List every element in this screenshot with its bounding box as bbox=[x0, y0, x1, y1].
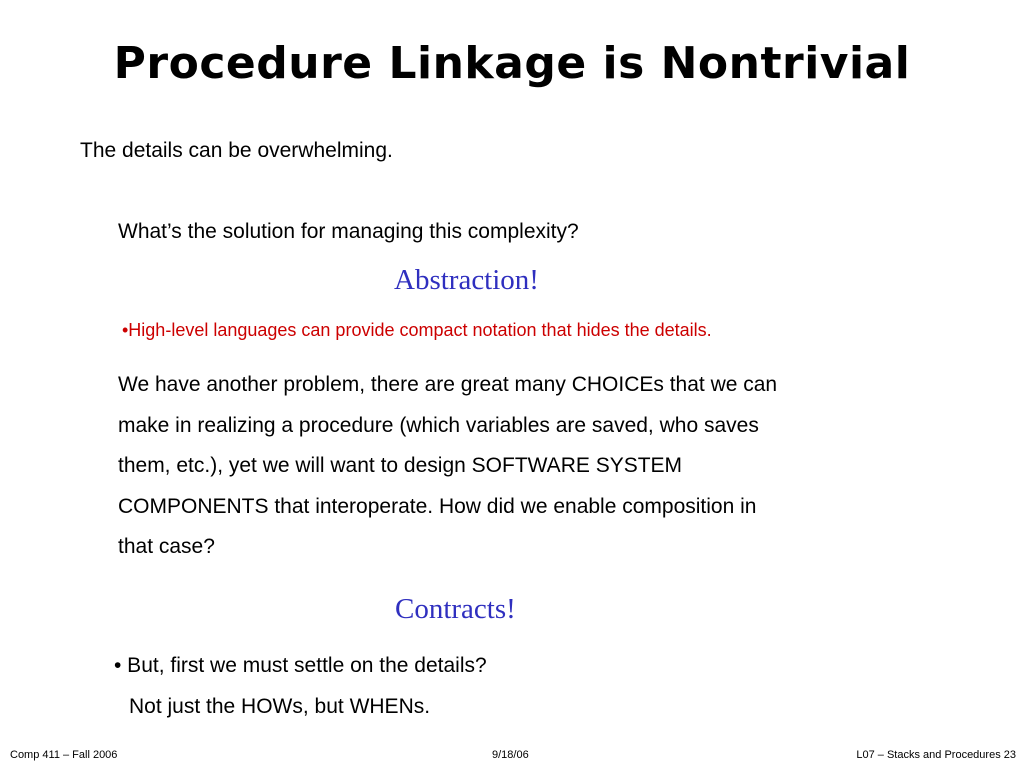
footer-lecture: L07 – Stacks and Procedures 23 bbox=[856, 749, 1016, 761]
question-text: What’s the solution for managing this complexity? bbox=[118, 220, 579, 243]
abstraction-answer: Abstraction! bbox=[394, 264, 539, 296]
paragraph-line-1: We have another problem, there are great many CHOICEs that we can bbox=[118, 373, 778, 396]
paragraph-line-3: them, etc.), yet we will want to design SOFTWARE SYSTEM bbox=[118, 454, 683, 477]
intro-text: The details can be overwhelming. bbox=[80, 139, 393, 162]
paragraph-line-5: that case? bbox=[118, 535, 215, 558]
contracts-answer: Contracts! bbox=[395, 593, 516, 625]
red-bullet-text: •High-level languages can provide compact notation that hides the details. bbox=[122, 320, 712, 340]
slide-title: Procedure Linkage is Nontrivial bbox=[113, 38, 911, 89]
footer-date: 9/18/06 bbox=[492, 749, 529, 761]
paragraph-line-4: COMPONENTS that interoperate. How did we enable composition in bbox=[118, 494, 757, 518]
details-bullet: • But, first we must settle on the details? bbox=[114, 654, 487, 677]
paragraph-line-2: make in realizing a procedure (which variables are saved, who saves bbox=[118, 413, 759, 437]
details-bullet-continuation: Not just the HOWs, but WHENs. bbox=[129, 695, 431, 718]
choices-paragraph bbox=[118, 365, 908, 568]
footer-course: Comp 411 – Fall 2006 bbox=[10, 749, 118, 761]
